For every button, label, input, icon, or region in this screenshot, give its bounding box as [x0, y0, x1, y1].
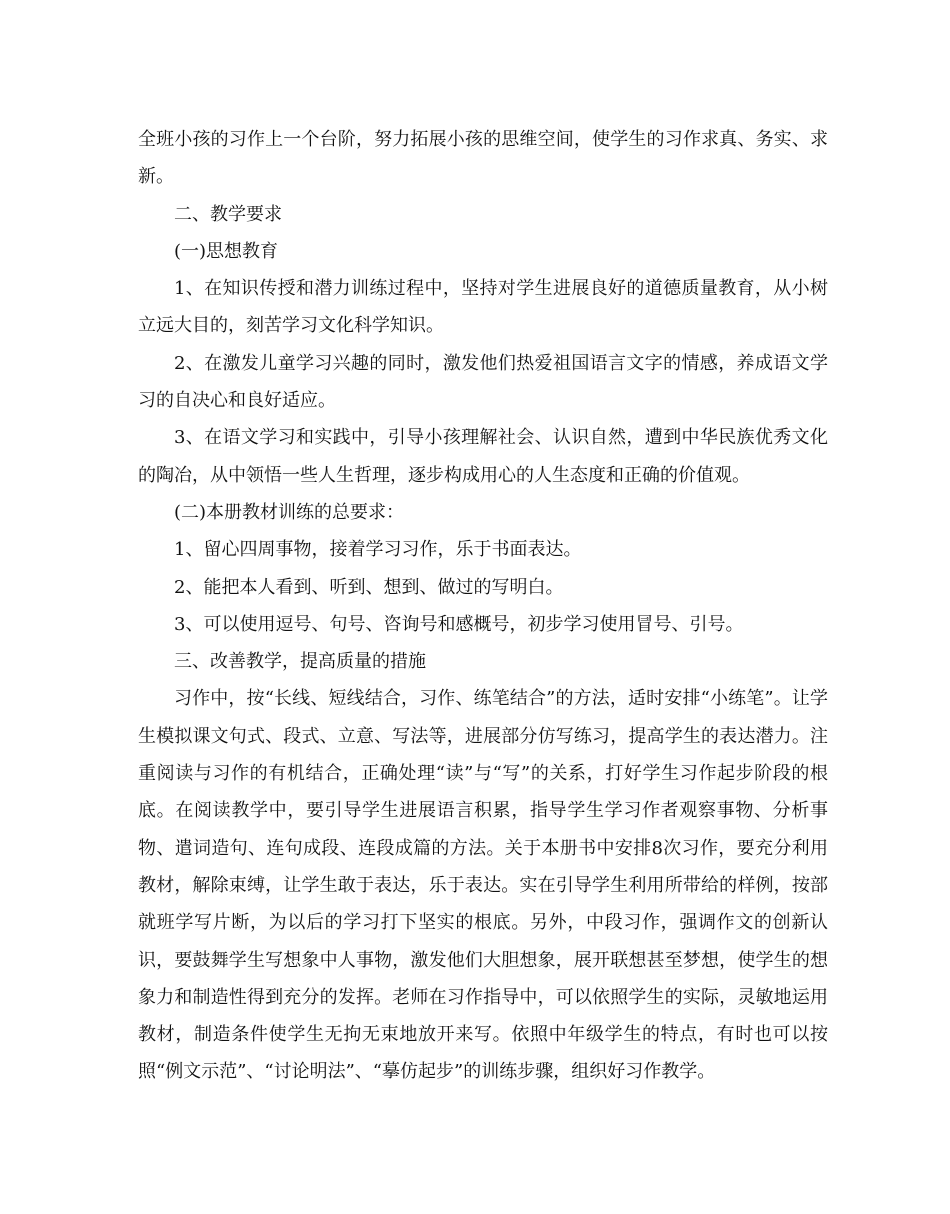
paragraph-item-3: 3、在语文学习和实践中，引导小孩理解社会、认识自然，遭到中华民族优秀文化的陶冶，从中领悟一些人生哲理，逐步构成用心的人生态度和正确的价值观。 — [138, 427, 828, 486]
subheading-training-requirements: (二)本册教材训练的总要求： — [174, 501, 405, 523]
paragraph-requirement-3: 3、可以使用逗号、句号、咨询号和感概号，初步学习使用冒号、引号。 — [174, 613, 744, 635]
heading-teaching-requirements: 二、教学要求 — [174, 203, 282, 225]
subheading-ideological-education: (一)思想教育 — [174, 240, 279, 262]
paragraph-requirement-2: 2、能把本人看到、听到、想到、做过的写明白。 — [174, 576, 564, 598]
paragraph-intro-continuation: 全班小孩的习作上一个台阶，努力拓展小孩的思维空间，使学生的习作求真、务实、求新。 — [138, 129, 828, 188]
paragraph-measures-body: 习作中，按“长线、短线结合，习作、练笔结合”的方法，适时安排“小练笔”。让学生模拟课文句式、段式、立意、写法等，进展部分仿写练习，提高学生的表达潜力。注重阅读与习作的有机结合，正确处理“读”与“写”的关系，打好学生习作起步阶段的根底。在阅读教学中，要引导学生进展语言积累，指导学生学习作者观察事物、分析事物、遣词造句、连句成段、连段成篇的方法。关于本册书中安排8次习作，要充分利用教材，解除束缚，让学生敢于表达，乐于表达。实在引导学生利用所带给的样例，按部就班学写片断，为以后的学习打下坚实的根底。另外，中段习作，强调作文的创新认识，要鼓舞学生写想象中人事物，激发他们大胆想象，展开联想甚至梦想，使学生的想象力和制造性得到充分的发挥。老师在习作指导中，可以依照学生的实际，灵敏地运用教材，制造条件使学生无拘无束地放开来写。依照中年级学生的特点，有时也可以按照“例文示范”、“讨论明法”、“摹仿起步”的训练步骤，组织好习作教学。 — [138, 688, 828, 1083]
paragraph-item-1: 1、在知识传授和潜力训练过程中，坚持对学生进展良好的道德质量教育，从小树立远大目的，刻苦学习文化科学知识。 — [138, 278, 828, 337]
paragraph-requirement-1: 1、留心四周事物，接着学习习作，乐于书面表达。 — [174, 539, 582, 561]
document-body — [138, 121, 828, 1091]
heading-improvement-measures: 三、改善教学，提高质量的措施 — [174, 651, 426, 673]
paragraph-item-2: 2、在激发儿童学习兴趣的同时，激发他们热爱祖国语言文字的情感，养成语文学习的自决心和良好适应。 — [138, 352, 828, 412]
